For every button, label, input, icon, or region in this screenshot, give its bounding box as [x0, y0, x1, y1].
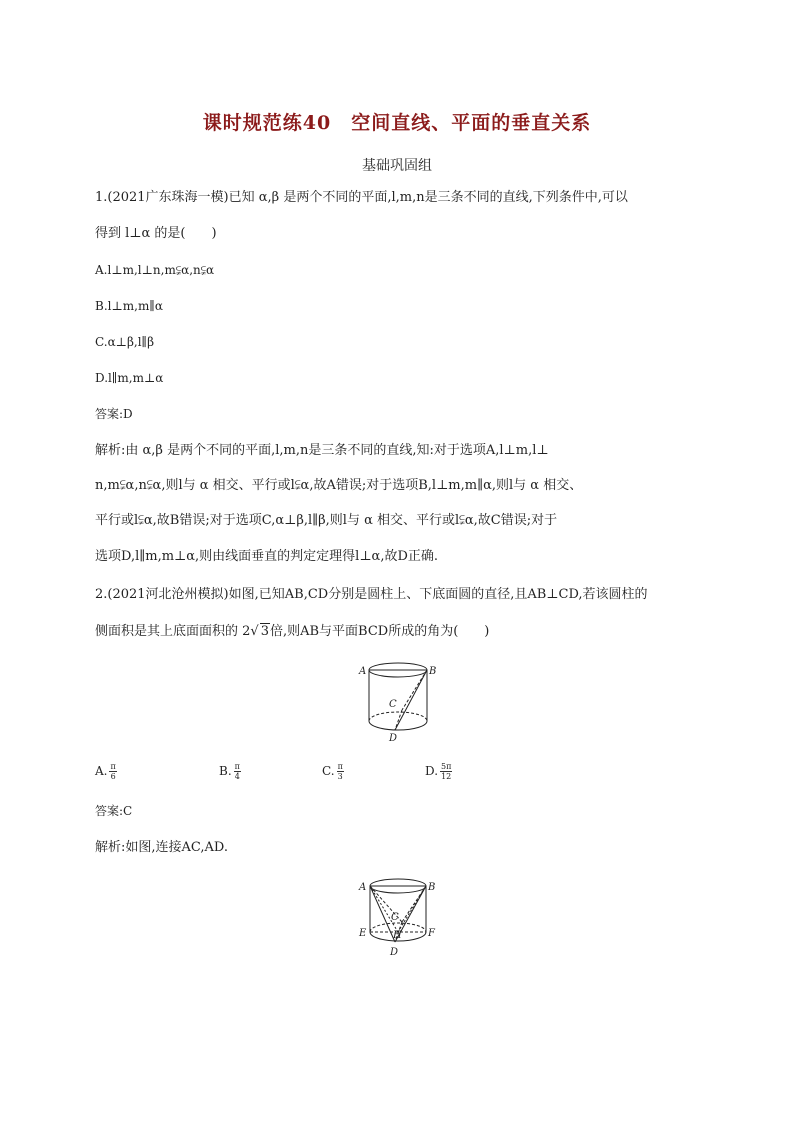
- cylinder-figure-2: [355, 872, 445, 962]
- fig1-label-a: A: [359, 666, 367, 677]
- q1-analysis-line4: 选项D,l∥m,m⊥α,则由线面垂直的判定定理得l⊥α,故D正确.: [95, 549, 439, 564]
- fig1-bottom-back-arc: [369, 712, 427, 721]
- q1-analysis-line1: 解析:由 α,β 是两个不同的平面,l,m,n是三条不同的直线,知:对于选项A,l⊥m,l⊥: [95, 443, 549, 458]
- fig2-label-f: F: [428, 928, 435, 939]
- q2-option-d: [425, 762, 452, 781]
- q2-option-d-den: 12: [441, 772, 452, 781]
- q1-analysis-line3: 平行或l⫋α,故B错误;对于选项C,α⊥β,l∥β,则l与 α 相交、平行或l⫋α,故C错误;对于: [95, 513, 558, 528]
- section-subtitle: 基础巩固组: [362, 158, 432, 174]
- fig2-label-a: A: [359, 882, 367, 893]
- q2-option-d-letter: D.: [425, 764, 439, 778]
- cylinder-figure-1: [355, 655, 445, 747]
- sqrt-sign: √: [250, 624, 259, 639]
- q2-option-d-num: 5π: [441, 762, 452, 771]
- q2-stem-line2-post: 倍,则AB与平面BCD所成的角为( ): [269, 624, 490, 639]
- q2-option-b: [219, 762, 241, 781]
- q2-option-d-fraction: [440, 762, 452, 781]
- fig2-label-e: E: [359, 928, 367, 939]
- fig1-label-b: B: [429, 666, 437, 677]
- q2-option-b-num: π: [234, 762, 240, 771]
- page-title: 课时规范练40 空间直线、平面的垂直关系: [202, 112, 592, 134]
- sqrt-radicand: 3: [260, 624, 269, 639]
- q2-option-a-letter: A.: [95, 764, 108, 778]
- q2-option-c-den: 3: [337, 772, 343, 781]
- q2-option-a: [95, 762, 117, 781]
- q2-stem-line1: 2.(2021河北沧州模拟)如图,已知AB,CD分别是圆柱上、下底面圆的直径,且AB⊥CD,若该圆柱的: [95, 587, 648, 602]
- q2-option-a-num: π: [110, 762, 116, 771]
- fig2-label-c: C: [391, 912, 399, 923]
- fig1-label-c: C: [389, 699, 397, 710]
- q1-stem-line2: 得到 l⊥α 的是( ): [95, 226, 217, 241]
- q1-analysis-line2: n,m⫋α,n⫋α,则l与 α 相交、平行或l⫋α,故A错误;对于选项B,l⊥m,m∥α,则l与 α 相交、: [95, 478, 583, 493]
- q2-option-b-den: 4: [234, 772, 240, 781]
- q1-option-b: B.l⊥m,m∥α: [95, 299, 163, 313]
- q2-option-b-fraction: [234, 762, 241, 781]
- q2-answer: 答案:C: [95, 804, 133, 818]
- q2-option-b-letter: B.: [219, 764, 232, 778]
- q2-stem-line2-pre: 侧面积是其上底面面积的 2: [95, 624, 251, 639]
- q2-options: [95, 762, 495, 782]
- q1-option-a: A.l⊥m,l⊥n,m⫋α,n⫋α: [95, 263, 215, 277]
- q2-option-c-letter: C.: [322, 764, 335, 778]
- q2-option-a-fraction: [109, 762, 116, 781]
- fig1-label-d: D: [389, 733, 398, 744]
- q1-stem-line1: 1.(2021广东珠海一模)已知 α,β 是两个不同的平面,l,m,n是三条不同的直线,下列条件中,可以: [95, 190, 628, 205]
- q2-option-a-den: 6: [110, 772, 116, 781]
- q1-answer: 答案:D: [95, 407, 133, 421]
- q2-stem-line2: [95, 623, 705, 640]
- q1-option-d: D.l∥m,m⊥α: [95, 371, 164, 385]
- q2-option-c: [322, 762, 344, 781]
- q2-option-c-num: π: [337, 762, 343, 771]
- fig2-label-d: D: [390, 947, 399, 958]
- fig2-label-h: H: [393, 930, 402, 941]
- fig2-label-b: B: [428, 882, 436, 893]
- q2-analysis-intro: 解析:如图,连接AC,AD.: [95, 840, 228, 855]
- fig1-segment-bd: [395, 670, 427, 730]
- q2-option-c-fraction: [337, 762, 344, 781]
- q1-option-c: C.α⊥β,l∥β: [95, 335, 155, 349]
